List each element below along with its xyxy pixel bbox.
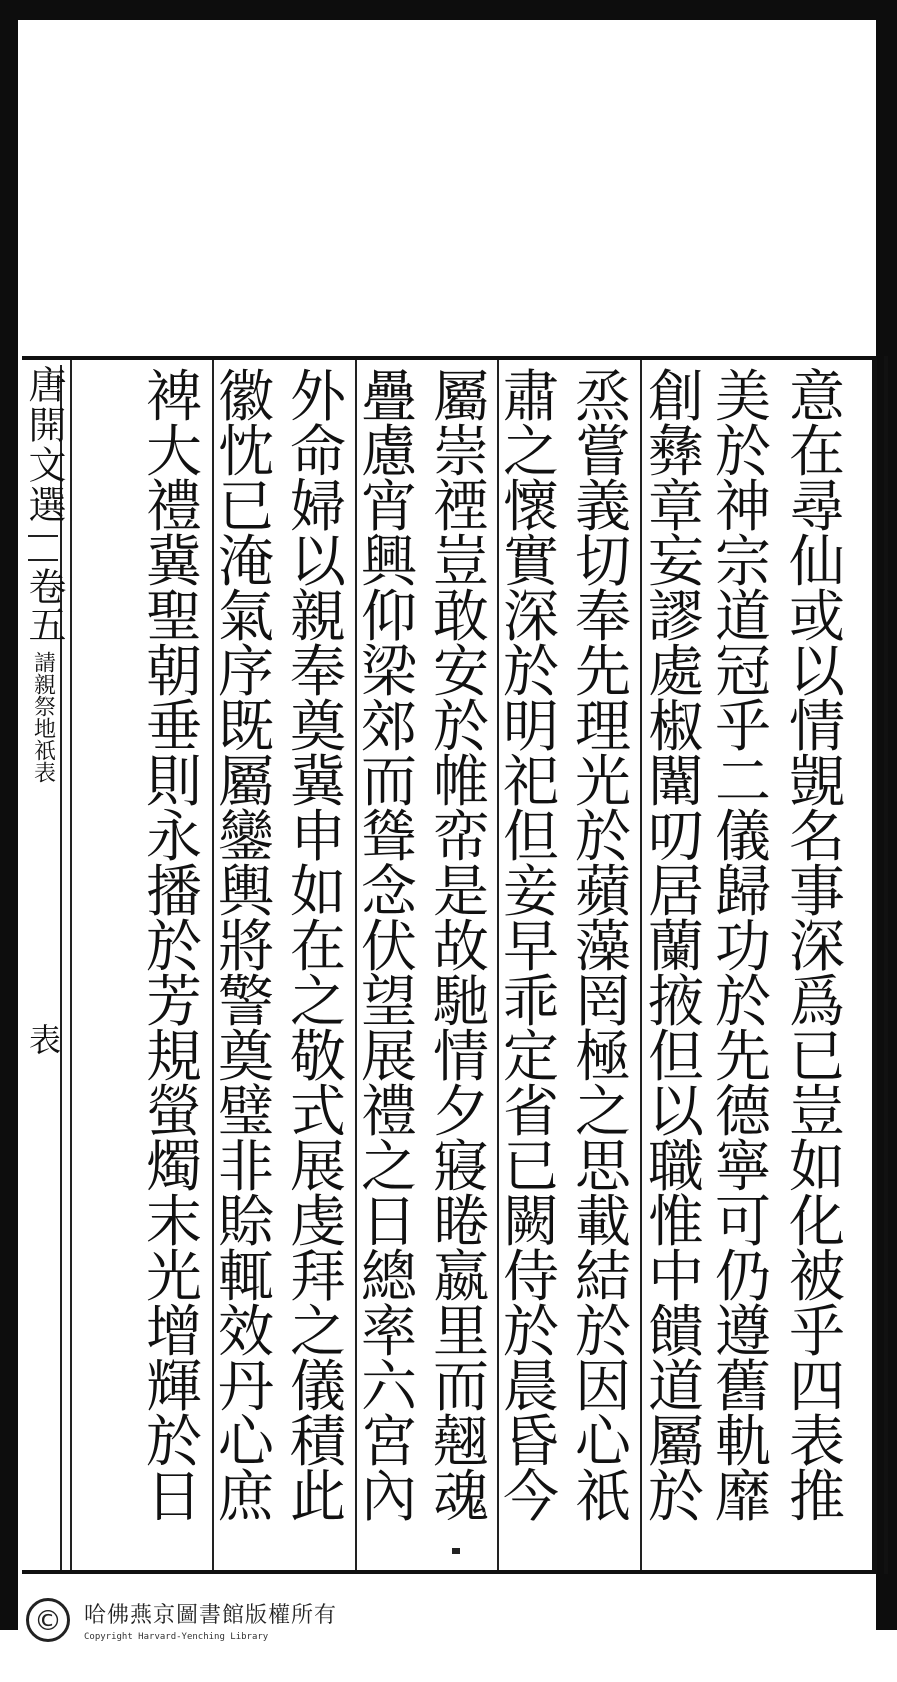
text-character: 宮: [361, 1410, 417, 1475]
text-character: 鑾: [218, 805, 274, 870]
column-rule: [355, 360, 357, 1570]
text-character: 夕: [433, 1080, 489, 1145]
text-character: 增: [146, 1300, 202, 1365]
text-character: 在: [789, 420, 845, 485]
text-character: 靡: [715, 1465, 771, 1530]
text-character: 日: [361, 1190, 417, 1255]
text-character: 芳: [146, 970, 202, 1035]
text-character: 光: [146, 1245, 202, 1310]
text-character: 徽: [218, 365, 274, 430]
text-character: 極: [575, 1025, 631, 1090]
text-character: 今: [503, 1465, 559, 1530]
text-character: 申: [290, 805, 346, 870]
text-character: 於: [503, 1300, 559, 1365]
text-character: 明: [503, 695, 559, 760]
text-character: 賒: [218, 1190, 274, 1255]
text-character: 意: [789, 365, 845, 430]
text-character: 非: [218, 1135, 274, 1200]
text-character: 寧: [715, 1135, 771, 1200]
text-character: 四: [789, 1355, 845, 1420]
volume-label: 卷五: [21, 567, 66, 643]
text-character: 罔: [575, 970, 631, 1035]
text-character: 蘭: [648, 915, 704, 980]
text-character: 展: [290, 1135, 346, 1200]
text-character: 率: [361, 1300, 417, 1365]
text-character: 螢: [146, 1080, 202, 1145]
text-character: 已: [503, 1135, 559, 1200]
text-character: 序: [218, 640, 274, 705]
text-character: 將: [218, 915, 274, 980]
text-character: 先: [715, 1025, 771, 1090]
text-character: 仍: [715, 1245, 771, 1310]
text-column-3: [645, 365, 707, 1560]
text-character: 蘋: [575, 860, 631, 925]
scan-edge-top: [0, 0, 897, 20]
text-character: 之: [575, 1080, 631, 1145]
text-character: 定: [503, 1025, 559, 1090]
text-character: 警: [218, 970, 274, 1035]
text-character: 於: [715, 970, 771, 1035]
text-character: 於: [503, 640, 559, 705]
text-character: 念: [361, 860, 417, 925]
text-character: 椒: [648, 695, 704, 760]
text-character: 表: [789, 1410, 845, 1475]
column-rule: [212, 360, 214, 1570]
copyright-text-english: Copyright Harvard-Yenching Library: [84, 1632, 269, 1642]
text-character: 章: [648, 475, 704, 540]
text-character: 朝: [146, 640, 202, 705]
text-character: 道: [715, 585, 771, 650]
text-character: 冀: [146, 530, 202, 595]
text-character: 事: [789, 860, 845, 925]
text-character: 名: [789, 805, 845, 870]
text-character: 故: [433, 915, 489, 980]
text-character: 昏: [503, 1410, 559, 1475]
text-character: 於: [715, 420, 771, 485]
text-character: 之: [290, 1300, 346, 1365]
text-character: 敢: [433, 585, 489, 650]
text-character: 奠: [218, 1025, 274, 1090]
text-character: 興: [361, 530, 417, 595]
text-character: 以: [789, 640, 845, 705]
text-character: 二: [715, 750, 771, 815]
text-column-4: [572, 365, 634, 1560]
text-character: 晨: [503, 1355, 559, 1420]
text-character: 奉: [290, 640, 346, 705]
text-character: 氣: [218, 585, 274, 650]
text-character: 慮: [361, 420, 417, 485]
text-character: 帟: [433, 805, 489, 870]
text-character: 已: [789, 1025, 845, 1090]
text-column-6: [430, 365, 492, 1560]
text-character: 功: [715, 915, 771, 980]
text-character: 郊: [361, 695, 417, 760]
text-character: 道: [648, 1355, 704, 1420]
text-character: 梁: [361, 640, 417, 705]
text-character: 如: [290, 860, 346, 925]
text-character: 效: [218, 1300, 274, 1365]
text-character: 虔: [290, 1190, 346, 1255]
text-character: 內: [361, 1465, 417, 1530]
text-character: 理: [575, 695, 631, 760]
text-character: 規: [146, 1025, 202, 1090]
text-character: 之: [503, 420, 559, 485]
text-character: 結: [575, 1245, 631, 1310]
text-character: 思: [575, 1135, 631, 1200]
text-character: 屬: [648, 1410, 704, 1475]
text-character: 儀: [290, 1355, 346, 1420]
text-character: 德: [715, 1080, 771, 1145]
text-character: 神: [715, 475, 771, 540]
text-column-2: [712, 365, 774, 1560]
text-character: 既: [218, 695, 274, 760]
scan-edge-left: [0, 0, 18, 1682]
text-character: 禋: [433, 475, 489, 540]
text-character: 裨: [146, 365, 202, 430]
text-character: 情: [789, 695, 845, 760]
text-character: 謬: [648, 585, 704, 650]
text-character: 疊: [361, 365, 417, 430]
outer-frame-rule: [884, 356, 888, 1574]
text-character: 日: [146, 1465, 202, 1530]
text-character: 藻: [575, 915, 631, 980]
text-character: 乎: [789, 1300, 845, 1365]
text-character: 闈: [648, 750, 704, 815]
text-character: 淹: [218, 530, 274, 595]
text-character: 永: [146, 805, 202, 870]
text-column-1: [786, 365, 848, 1560]
text-character: 妄: [648, 530, 704, 595]
blank-top-margin: [18, 20, 876, 355]
text-character: 嘗: [575, 420, 631, 485]
text-character: 闕: [503, 1190, 559, 1255]
text-character: 宵: [361, 475, 417, 540]
text-character: 而: [433, 1355, 489, 1420]
margin-column: [21, 365, 66, 1570]
text-character: 實: [503, 530, 559, 595]
text-character: 寢: [433, 1135, 489, 1200]
copyright-icon: ©: [26, 1598, 70, 1642]
section-title: 請親祭地祇表: [30, 651, 56, 783]
text-character: 如: [789, 1135, 845, 1200]
text-character: 義: [575, 475, 631, 540]
text-character: 叨: [648, 805, 704, 870]
text-character: 禮: [146, 475, 202, 540]
text-character: 深: [503, 585, 559, 650]
text-character: 已: [218, 475, 274, 540]
text-character: 安: [433, 640, 489, 705]
text-character: 祇: [575, 1465, 631, 1530]
text-character: 伏: [361, 915, 417, 980]
text-character: 省: [503, 1080, 559, 1145]
text-character: 因: [575, 1355, 631, 1420]
text-character: 肅: [503, 365, 559, 430]
text-character: 之: [290, 970, 346, 1035]
text-character: 可: [715, 1190, 771, 1255]
text-character: 屬: [433, 365, 489, 430]
text-character: 被: [789, 1245, 845, 1310]
text-character: 庶: [218, 1465, 274, 1530]
text-character: 奠: [290, 695, 346, 760]
text-character: 於: [575, 1300, 631, 1365]
text-character: 禮: [361, 1080, 417, 1145]
text-character: 烝: [575, 365, 631, 430]
text-character: 切: [575, 530, 631, 595]
text-character: 載: [575, 1190, 631, 1255]
text-character: 六: [361, 1355, 417, 1420]
text-character: 但: [503, 805, 559, 870]
text-character: 但: [648, 1025, 704, 1090]
fish-tail-mark: [28, 535, 58, 561]
text-character: 於: [433, 695, 489, 760]
column-rule: [640, 360, 642, 1570]
text-character: 光: [575, 750, 631, 815]
text-character: 心: [218, 1410, 274, 1475]
text-character: 處: [648, 640, 704, 705]
text-character: 睠: [433, 1190, 489, 1255]
text-character: 中: [648, 1245, 704, 1310]
text-character: 忱: [218, 420, 274, 485]
text-character: 妾: [503, 860, 559, 925]
text-character: 懷: [503, 475, 559, 540]
text-column-10: [143, 365, 205, 1560]
text-character: 覬: [789, 750, 845, 815]
text-column-7: [358, 365, 420, 1560]
text-column-5: [500, 365, 562, 1560]
text-character: 輒: [218, 1245, 274, 1310]
text-character: 魂: [433, 1465, 489, 1530]
text-character: 屬: [218, 750, 274, 815]
text-character: 丹: [218, 1355, 274, 1420]
text-character: 祀: [503, 750, 559, 815]
text-character: 馳: [433, 970, 489, 1035]
text-character: 於: [648, 1465, 704, 1530]
text-character: 或: [789, 585, 845, 650]
text-character: 在: [290, 915, 346, 980]
text-character: 積: [290, 1410, 346, 1475]
text-character: 職: [648, 1135, 704, 1200]
text-character: 惟: [648, 1190, 704, 1255]
text-character: 美: [715, 365, 771, 430]
text-character: 播: [146, 860, 202, 925]
text-character: 外: [290, 365, 346, 430]
text-character: 化: [789, 1190, 845, 1255]
text-character: 之: [361, 1135, 417, 1200]
text-character: 爲: [789, 970, 845, 1035]
text-character: 仙: [789, 530, 845, 595]
text-character: 於: [146, 1410, 202, 1475]
text-character: 於: [575, 805, 631, 870]
text-character: 侍: [503, 1245, 559, 1310]
text-character: 饋: [648, 1300, 704, 1365]
text-character: 垂: [146, 695, 202, 760]
text-character: 拜: [290, 1245, 346, 1310]
text-character: 帷: [433, 750, 489, 815]
text-character: 尋: [789, 475, 845, 540]
column-rule: [70, 360, 72, 1570]
text-character: 聳: [361, 805, 417, 870]
text-character: 總: [361, 1245, 417, 1310]
text-character: 軌: [715, 1410, 771, 1475]
text-character: 掖: [648, 970, 704, 1035]
text-character: 親: [290, 585, 346, 650]
text-character: 彝: [648, 420, 704, 485]
text-character: 冀: [290, 750, 346, 815]
text-character: 則: [146, 750, 202, 815]
text-character: 望: [361, 970, 417, 1035]
text-character: 里: [433, 1300, 489, 1365]
text-character: 創: [648, 365, 704, 430]
text-character: 先: [575, 640, 631, 705]
text-character: 敬: [290, 1025, 346, 1090]
copyright-text: 哈佛燕京圖書館版權所有: [84, 1603, 338, 1628]
ink-mark: [452, 1548, 460, 1554]
text-character: 舊: [715, 1355, 771, 1420]
text-character: 推: [789, 1465, 845, 1530]
text-character: 婦: [290, 475, 346, 540]
text-character: 奉: [575, 585, 631, 650]
text-character: 聖: [146, 585, 202, 650]
text-character: 乖: [503, 970, 559, 1035]
text-character: 豈: [789, 1080, 845, 1145]
text-character: 璧: [218, 1080, 274, 1145]
text-character: 末: [146, 1190, 202, 1255]
text-character: 仰: [361, 585, 417, 650]
text-character: 而: [361, 750, 417, 815]
text-character: 燭: [146, 1135, 202, 1200]
text-character: 於: [146, 915, 202, 980]
text-character: 豈: [433, 530, 489, 595]
text-character: 遵: [715, 1300, 771, 1365]
text-column-8: [287, 365, 349, 1560]
text-character: 深: [789, 915, 845, 980]
column-rule: [497, 360, 499, 1570]
book-title: 唐開文選: [21, 365, 66, 525]
text-character: 以: [290, 530, 346, 595]
text-character: 早: [503, 915, 559, 980]
text-character: 心: [575, 1410, 631, 1475]
text-character: 此: [290, 1465, 346, 1530]
text-character: 冠: [715, 640, 771, 705]
text-character: 輝: [146, 1355, 202, 1420]
text-character: 情: [433, 1025, 489, 1090]
text-character: 乎: [715, 695, 771, 760]
text-character: 以: [648, 1080, 704, 1145]
text-character: 輿: [218, 860, 274, 925]
text-character: 儀: [715, 805, 771, 870]
text-character: 崇: [433, 420, 489, 485]
text-character: 歸: [715, 860, 771, 925]
text-character: 大: [146, 420, 202, 485]
text-character: 式: [290, 1080, 346, 1145]
text-character: 是: [433, 860, 489, 925]
text-character: 翹: [433, 1410, 489, 1475]
text-character: 居: [648, 860, 704, 925]
text-character: 展: [361, 1025, 417, 1090]
text-character: 命: [290, 420, 346, 485]
text-character: 嬴: [433, 1245, 489, 1310]
category-label: 表: [24, 1023, 62, 1055]
text-column-9: [215, 365, 277, 1560]
text-character: 宗: [715, 530, 771, 595]
